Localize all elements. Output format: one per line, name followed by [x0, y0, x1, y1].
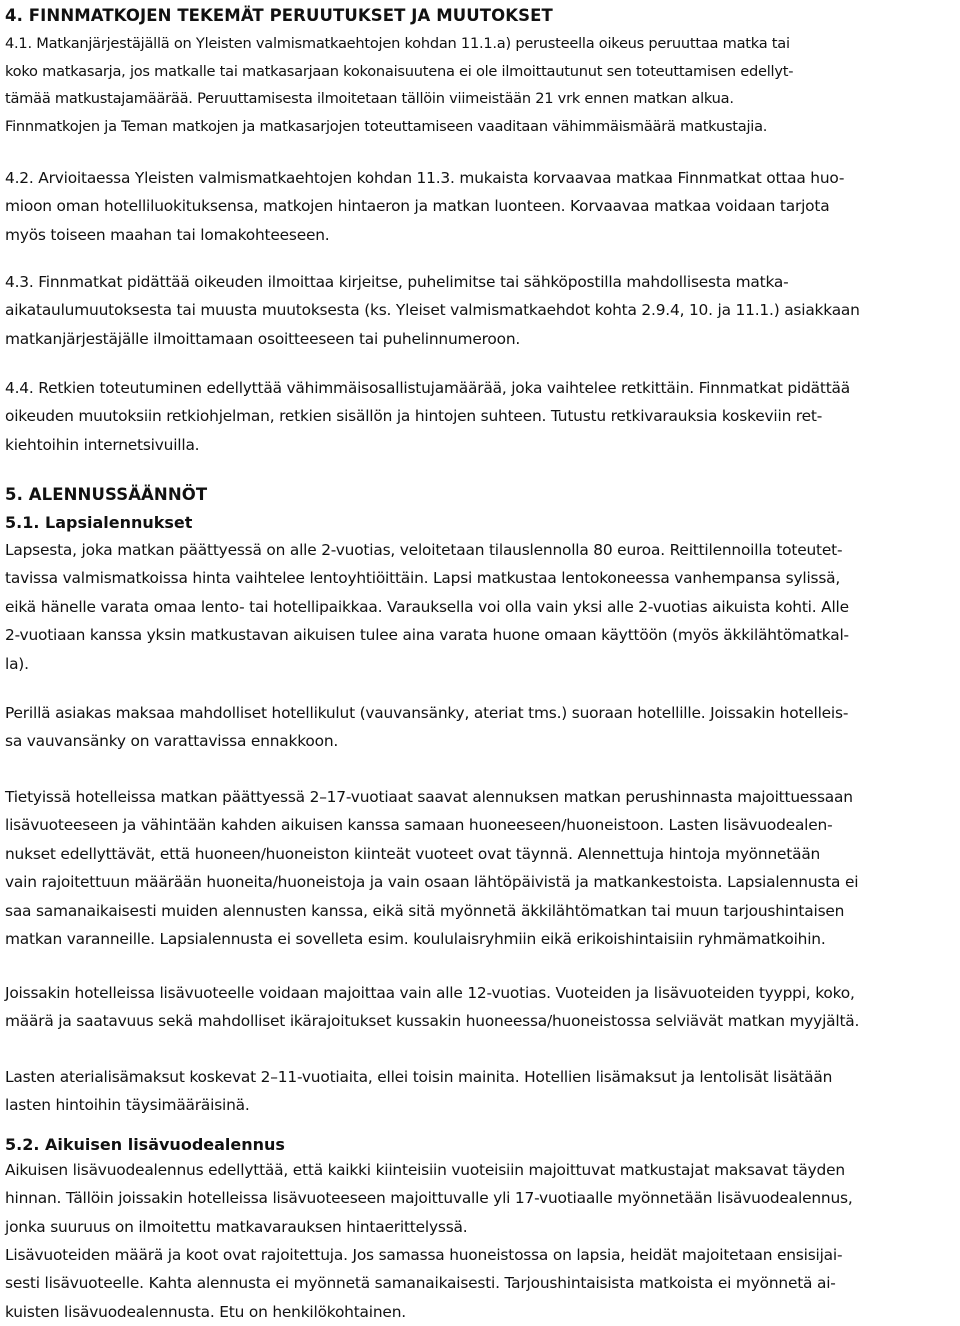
text-line: la). [5, 654, 29, 673]
paragraph-5-1-e [5, 1063, 958, 1120]
text-line: tavissa valmismatkoissa hinta vaihtelee lentoyhtiöittäin. Lapsi matkustaa lentokoneessa vanhempansa sylissä, [5, 569, 841, 588]
text-line: Lasten aterialisämaksut koskevat 2–11-vuotiaita, ellei toisin mainita. Hotellien lisämaksut ja lentolisät lisätään [5, 1068, 833, 1086]
text-line: hinnan. Tällöin joissakin hotelleissa lisävuoteeseen majoittuvalle yli 17-vuotiaalle myönnetään lisävuodealennus, [5, 1189, 853, 1208]
text-line: sesti lisävuoteelle. Kahta alennusta ei myönnetä samanaikaisesti. Tarjoushintaisista matkoista ei myönnetä ai- [5, 1274, 836, 1293]
subsection-5-1-heading: 5.1. Lapsialennukset [5, 513, 193, 532]
text-line: saa samanaikaisesti muiden alennusten kanssa, eikä sitä myönnetä äkkilähtömatkan tai muun tarjoushintaisen [5, 901, 845, 920]
text-line: Finnmatkojen ja Teman matkojen ja matkasarjojen toteuttamiseen vaaditaan vähimmäismäärä matkustajia. [5, 117, 768, 135]
paragraph-5-1-c [5, 783, 958, 953]
text-line: 2-vuotiaan kanssa yksin matkustavan aikuisen tulee aina varata huone omaan käyttöön (myös äkkilähtömatkal- [5, 626, 849, 645]
paragraph-5-2-a [5, 1156, 958, 1241]
text-line: mioon oman hotelliluokituksensa, matkojen hintaeron ja matkan luonteen. Korvaavaa matkaa voidaan tarjota [5, 197, 830, 216]
text-line: vain rajoitettuun määrään huoneita/huoneistoja ja vain osaan lähtöpäivistä ja matkankestoista. Lapsialennusta ei [5, 873, 859, 892]
text-line: 4.4. Retkien toteutuminen edellyttää vähimmäisosallistujamäärää, joka vaihtelee retkittäin. Finnmatkat pidättää [5, 379, 851, 397]
text-line: 4.3. Finnmatkat pidättää oikeuden ilmoittaa kirjeitse, puhelimitse tai sähköpostilla mahdollisesta matka- [5, 273, 789, 291]
text-line: 4.1. Matkanjärjestäjällä on Yleisten valmismatkaehtojen kohdan 11.1.a) perusteella oikeus peruuttaa matka tai [5, 35, 790, 52]
text-line: 4.2. Arvioitaessa Yleisten valmismatkaehtojen kohdan 11.3. mukaista korvaavaa matkaa Finnmatkat ottaa huo- [5, 169, 845, 187]
text-line: aikataulumuutoksesta tai muusta muutoksesta (ks. Yleiset valmismatkaehdot kohta 2.9.4, 10. ja 11.1.) asiakkaan [5, 301, 860, 320]
paragraph-5-1-d [5, 979, 958, 1036]
text-line: matkan varanneille. Lapsialennusta ei sovelleta esim. koululaisryhmiin eikä erikoishintaisiin ryhmämatkoihin. [5, 930, 826, 949]
paragraph-4-1 [5, 30, 958, 140]
text-line: matkanjärjestäjälle ilmoittamaan osoitteeseen tai puhelinnumeroon. [5, 329, 521, 348]
text-line: lisävuoteeseen ja vähintään kahden aikuisen kanssa samaan huoneeseen/huoneistoon. Lasten lisävuodealen- [5, 816, 833, 835]
subsection-5-2-heading: 5.2. Aikuisen lisävuodealennus [5, 1135, 285, 1154]
text-line: Tietyissä hotelleissa matkan päättyessä 2–17-vuotiaat saavat alennuksen matkan perushinnasta majoittuessaan [5, 788, 853, 806]
section-5-heading: 5. ALENNUSSÄÄNNÖT [5, 485, 208, 504]
text-line: Joissakin hotelleissa lisävuoteelle voidaan majoittaa vain alle 12-vuotias. Vuoteiden ja lisävuoteiden tyyppi, koko, [5, 984, 855, 1002]
text-line: oikeuden muutoksiin retkiohjelman, retkien sisällön ja hintojen suhteen. Tutustu retkivarauksia koskeviin ret- [5, 407, 823, 426]
text-line: eikä hänelle varata omaa lento- tai hotellipaikkaa. Varauksella voi olla vain yksi alle 2-vuotias aikuista kohti. Alle [5, 597, 849, 616]
text-line: Lisävuoteiden määrä ja koot ovat rajoitettuja. Jos samassa huoneistossa on lapsia, heidät majoitetaan ensisijai- [5, 1246, 843, 1264]
text-line: lasten hintoihin täysimääräisinä. [5, 1096, 250, 1115]
text-line: määrä ja saatavuus sekä mahdolliset ikärajoitukset kussakin huoneessa/huoneistossa selviävät matkan myyjältä. [5, 1012, 860, 1031]
text-line: koko matkasarja, jos matkalle tai matkasarjaan kokonaisuutena ei ole ilmoittautunut sen toteuttamisen edellyt- [5, 62, 794, 80]
text-line: sa vauvansänky on varattavissa ennakkoon. [5, 732, 339, 751]
text-line: nukset edellyttävät, että huoneen/huoneiston kiinteät vuoteet ovat täynnä. Alennettuja hintoja myönnetään [5, 844, 821, 863]
paragraph-5-1-b [5, 699, 958, 756]
text-line: tämää matkustajamäärää. Peruuttamisesta ilmoitetaan tällöin viimeistään 21 vrk ennen matkan alkua. [5, 90, 734, 107]
text-line: myös toiseen maahan tai lomakohteeseen. [5, 225, 330, 244]
text-line: Aikuisen lisävuodealennus edellyttää, että kaikki kiinteisiin vuoteisiin majoittuvat matkustajat maksavat täyden [5, 1161, 845, 1179]
paragraph-5-1-a [5, 536, 958, 678]
text-line: kiehtoihin internetsivuilla. [5, 435, 200, 454]
paragraph-4-3 [5, 268, 958, 353]
section-4-heading: 4. FINNMATKOJEN TEKEMÄT PERUUTUKSET JA MUUTOKSET [5, 6, 553, 25]
text-line: Lapsesta, joka matkan päättyessä on alle 2-vuotias, veloitetaan tilauslennolla 80 euroa. Reittilennoilla toteutet- [5, 541, 843, 559]
text-line: kuisten lisävuodealennusta. Etu on henkilökohtainen. [5, 1302, 406, 1321]
paragraph-5-2-b [5, 1241, 958, 1326]
paragraph-4-2 [5, 164, 958, 249]
text-line: Perillä asiakas maksaa mahdolliset hotellikulut (vauvansänky, ateriat tms.) suoraan hotellille. Joissakin hotelleis- [5, 704, 849, 722]
text-line: jonka suuruus on ilmoitettu matkavarauksen hintaerittelyssä. [5, 1217, 468, 1236]
paragraph-4-4 [5, 374, 958, 459]
